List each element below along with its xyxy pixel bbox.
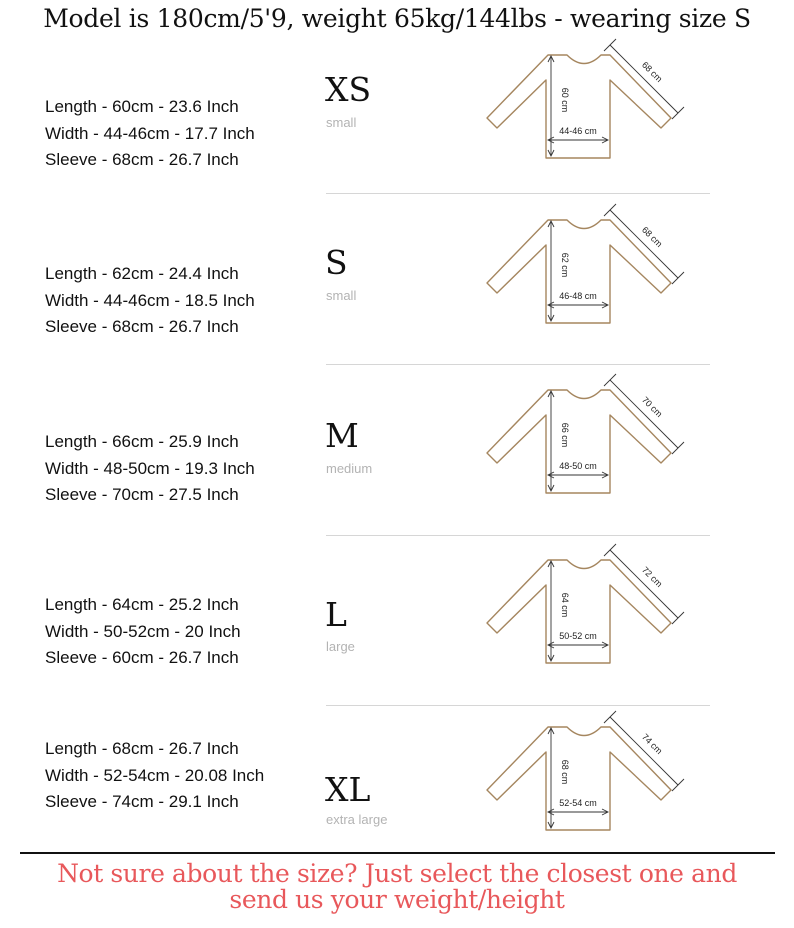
sweater-diagram [480, 205, 690, 340]
width-dimension [548, 137, 608, 143]
width-text: Width - 44-46cm - 18.5 Inch [45, 290, 255, 310]
width-text: Width - 50-52cm - 20 Inch [45, 621, 241, 641]
size-s-measurements [45, 261, 255, 341]
length-text: Length - 60cm - 23.6 Inch [45, 97, 239, 116]
length-label: 64 cm [560, 592, 570, 618]
sweater-outline [487, 55, 671, 158]
width-label: 52-54 cm [559, 798, 597, 808]
size-name-l: large [326, 639, 355, 654]
length-label: 62 cm [560, 252, 570, 278]
size-m-measurements [45, 429, 255, 509]
width-label: 48-50 cm [559, 461, 597, 471]
length-text: Length - 64cm - 25.2 Inch [45, 595, 239, 614]
width-text: Width - 52-54cm - 20.08 Inch [45, 765, 265, 785]
sleeve-text: Sleeve - 74cm - 29.1 Inch [45, 792, 239, 811]
length-text: Length - 66cm - 25.9 Inch [45, 432, 239, 451]
sweater-outline [487, 560, 671, 663]
size-l-measurements [45, 592, 241, 672]
width-dimension [548, 472, 608, 478]
size-name-xs: small [326, 115, 357, 130]
width-text: Width - 48-50cm - 19.3 Inch [45, 458, 255, 478]
sleeve-label: 72 cm [639, 564, 665, 590]
divider [326, 193, 710, 194]
divider [326, 535, 710, 536]
length-text: Length - 68cm - 26.7 Inch [45, 739, 239, 758]
divider [326, 705, 710, 706]
sleeve-text: Sleeve - 70cm - 27.5 Inch [45, 485, 239, 504]
length-label: 68 cm [560, 759, 570, 785]
sleeve-dimension [604, 204, 684, 284]
width-dimension [548, 809, 608, 815]
size-xl-measurements [45, 736, 264, 816]
sweater-diagram [480, 40, 690, 175]
length-text: Length - 62cm - 24.4 Inch [45, 264, 239, 283]
size-xs-measurements [45, 94, 255, 174]
size-name-xl: extra large [326, 812, 388, 827]
divider [326, 364, 710, 365]
size-code-s: S [325, 243, 348, 282]
sleeve-dimension [604, 39, 684, 119]
length-label: 60 cm [560, 87, 570, 113]
sleeve-text: Sleeve - 60cm - 26.7 Inch [45, 648, 239, 667]
width-dimension [548, 302, 608, 308]
size-code-m: M [325, 416, 359, 455]
sleeve-label: 74 cm [639, 731, 665, 757]
sleeve-label: 68 cm [639, 224, 665, 250]
size-name-s: small [326, 288, 357, 303]
bottom-divider [20, 852, 775, 854]
size-code-xs: XS [325, 70, 372, 109]
size-code-l: L [325, 595, 347, 634]
size-name-m: medium [326, 461, 373, 476]
size-note-line2: send us your weight/height [229, 885, 565, 914]
length-label: 66 cm [560, 422, 570, 448]
sweater-diagram [480, 545, 690, 680]
sleeve-text: Sleeve - 68cm - 26.7 Inch [45, 317, 239, 336]
size-code-xl: XL [325, 770, 371, 809]
width-text: Width - 44-46cm - 17.7 Inch [45, 123, 255, 143]
sleeve-dimension [604, 544, 684, 624]
sweater-outline [487, 390, 671, 493]
sweater-outline [487, 727, 671, 830]
sweater-outline [487, 220, 671, 323]
width-dimension [548, 642, 608, 648]
sleeve-label: 70 cm [639, 394, 665, 420]
sleeve-label: 68 cm [639, 59, 665, 85]
sweater-diagram [480, 375, 690, 510]
width-label: 46-48 cm [559, 291, 597, 301]
sleeve-text: Sleeve - 68cm - 26.7 Inch [45, 150, 239, 169]
page-title: Model is 180cm/5'9, weight 65kg/144lbs - wearing size S [43, 4, 751, 33]
size-note-line1: Not sure about the size? Just select the closest one and [57, 859, 737, 888]
sleeve-dimension [604, 711, 684, 791]
sleeve-dimension [604, 374, 684, 454]
width-label: 44-46 cm [559, 126, 597, 136]
sweater-diagram [480, 712, 690, 847]
width-label: 50-52 cm [559, 631, 597, 641]
